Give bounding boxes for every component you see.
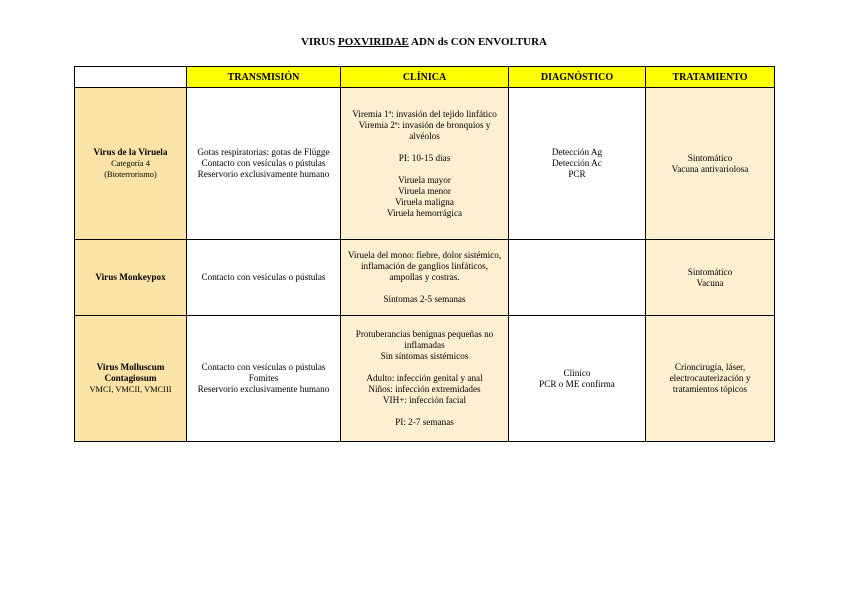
- clinica-cell-line: [345, 142, 504, 153]
- title-underlined: POXVIRIDAE: [337, 36, 409, 48]
- diagnostico-cell: [509, 88, 646, 240]
- diagnostico-cell: [509, 240, 646, 316]
- tratamiento-cell: [646, 316, 775, 442]
- transmision-cell: [187, 316, 341, 442]
- table-row: [75, 88, 775, 240]
- diagnostico-cell-line: Detección Ag: [551, 147, 603, 157]
- clinica-cell-line: Viruela mayor: [398, 174, 451, 185]
- clinica-cell: [341, 316, 509, 442]
- clinica-cell-line: Viremia 1ª: invasión del tejido linfático: [352, 108, 497, 119]
- transmision-cell-line: Fomites: [248, 373, 279, 383]
- clinica-cell: [341, 240, 509, 316]
- clinica-cell-line: PI: 10-15 días: [398, 152, 451, 163]
- transmision-cell-line: Reservorio exclusivamente humano: [197, 384, 330, 394]
- virus-table: [74, 66, 775, 442]
- header-tratamiento: TRATAMIENTO: [646, 67, 775, 88]
- virus-subtitle: VMCI, VMCII, VMCIII: [89, 385, 172, 394]
- virus-name: Virus de la Viruela: [93, 147, 168, 157]
- title-prefix: VIRUS: [300, 36, 338, 48]
- header-transmision: TRANSMISIÓN: [187, 67, 341, 88]
- clinica-cell-line: Síntomas 2-5 semanas: [383, 294, 466, 304]
- table-row: [75, 240, 775, 316]
- header-blank: [75, 67, 187, 88]
- diagnostico-cell-line: PCR o ME confirma: [539, 378, 615, 389]
- clinica-cell: [341, 88, 509, 240]
- header-row: [75, 67, 775, 88]
- transmision-cell: [187, 88, 341, 240]
- clinica-cell-line: [345, 362, 504, 373]
- tratamiento-cell: [646, 240, 775, 316]
- diagnostico-cell-line: Detección Ac: [552, 158, 602, 168]
- clinica-cell-line: VIH+: infección facial: [382, 395, 467, 405]
- tratamiento-cell-line: Sintomático: [687, 266, 733, 277]
- virus-name: Virus Monkeypox: [95, 272, 166, 282]
- clinica-cell-line: [345, 406, 504, 417]
- virus-name: Virus Molluscum Contagiosum: [96, 362, 165, 383]
- transmision-cell: [187, 240, 341, 316]
- transmision-cell-line: Contacto con vesículas o pústulas: [201, 272, 326, 282]
- clinica-cell-line: Viruela menor: [398, 185, 451, 196]
- tratamiento-cell: [646, 88, 775, 240]
- transmision-cell-line: Contacto con vesículas o pústulas: [201, 362, 326, 372]
- diagnostico-cell-line: PCR: [568, 169, 586, 179]
- virus-subtitle: Categoría 4: [111, 159, 150, 168]
- clinica-cell-line: Protuberancias benignas pequeñas no inflamadas: [355, 329, 494, 350]
- clinica-cell-line: Viremia 2ª: invasión de bronquios y alvéolos: [358, 119, 491, 141]
- clinica-cell-line: Viruela hemorrágica: [386, 207, 463, 218]
- transmision-cell-line: Reservorio exclusivamente humano: [197, 169, 330, 179]
- clinica-cell-line: Viruela del mono: fiebre, dolor sistémico, inflamación de ganglios linfáticos, ampollas y costras.: [347, 250, 502, 282]
- clinica-cell-line: Adulto: infección genital y anal: [366, 373, 483, 383]
- clinica-cell-line: [345, 283, 504, 294]
- virus-name-cell: [75, 240, 187, 316]
- header-diagnostico: DIAGNÓSTICO: [509, 67, 646, 88]
- virus-name-cell: [75, 88, 187, 240]
- tratamiento-cell-line: Sintomático: [687, 152, 733, 163]
- virus-subtitle: (Bioterrorismo): [104, 170, 157, 179]
- clinica-cell-line: PI: 2-7 semanas: [395, 417, 454, 427]
- title-suffix: ADN ds CON ENVOLTURA: [408, 36, 547, 48]
- clinica-cell-line: Viruela maligna: [395, 196, 454, 207]
- clinica-cell-line: [345, 164, 504, 175]
- tratamiento-cell-line: Crioncirugía, láser, electrocauterización y tratamientos tópicos: [669, 362, 751, 394]
- diagnostico-cell-line: Clínico: [563, 367, 591, 378]
- virus-name-cell: [75, 316, 187, 442]
- tratamiento-cell-line: Vacuna antivariolosa: [671, 163, 749, 174]
- header-clinica: CLÍNICA: [341, 67, 509, 88]
- clinica-cell-line: Niños: infección extremidades: [368, 384, 481, 394]
- clinica-cell-line: Sin síntomas sistémicos: [380, 351, 469, 361]
- tratamiento-cell-line: Vacuna: [696, 277, 724, 288]
- table-body: [75, 88, 775, 442]
- transmision-cell-line: Contacto con vesículas o pústulas: [201, 158, 326, 168]
- page-title: [0, 36, 848, 48]
- transmision-cell-line: Gotas respiratorias: gotas de Flügge: [197, 147, 330, 157]
- table-row: [75, 316, 775, 442]
- diagnostico-cell: [509, 316, 646, 442]
